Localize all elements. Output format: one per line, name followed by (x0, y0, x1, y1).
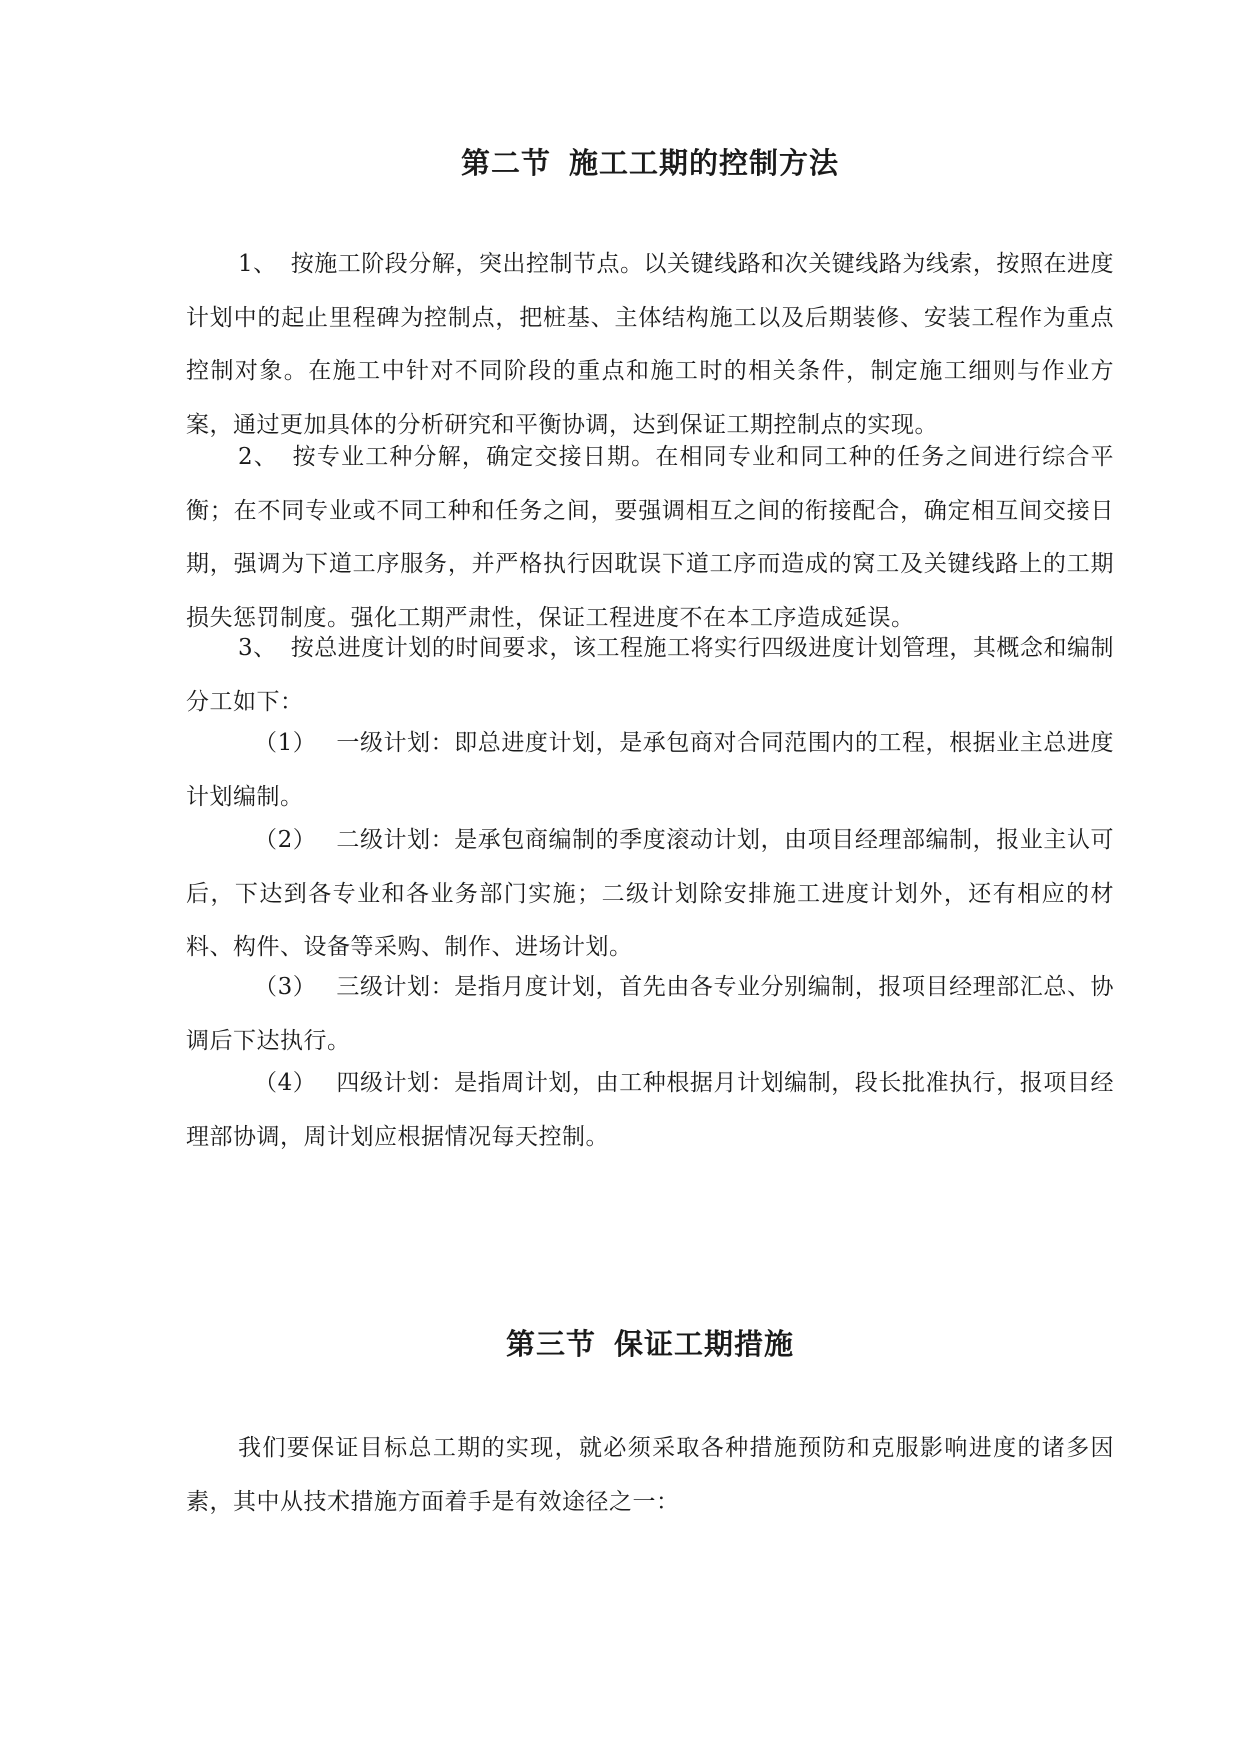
item-text: 按施工阶段分解，突出控制节点。以关键线路和次关键线路为线索，按照在进度计划中的起止里程碑为控制点，把桩基、主体结构施工以及后期装修、安装工程作为重点控制对象。在施工中针对不同阶段的重点和施工时的相关条件，制定施工细则与作业方案，通过更加具体的分析研究和平衡协调，达到保证工期控制点的实现。 (186, 251, 1115, 438)
sub-item-text: 四级计划：是指周计划，由工种根据月计划编制，段长批准执行，报项目经理部协调，周计划应根据情况每天控制。 (186, 1070, 1115, 1150)
section2-item-1 (186, 238, 1114, 452)
item-number: 2、 (238, 444, 278, 470)
section3-heading-text: 保证工期措施 (614, 1327, 795, 1361)
section2-heading (186, 143, 1114, 183)
sub-item-text: 一级计划：即总进度计划，是承包商对合同范围内的工程，根据业主总进度计划编制。 (186, 730, 1115, 810)
section2-item-2 (186, 431, 1114, 645)
sub-item-text: 二级计划：是承包商编制的季度滚动计划，由项目经理部编制，报业主认可后，下达到各专业和各业务部门实施；二级计划除安排施工进度计划外，还有相应的材料、构件、设备等采购、制作、进场计划。 (186, 827, 1115, 960)
sub-item-number: （3） (254, 974, 317, 1000)
sub-item-number: （4） (254, 1070, 317, 1096)
section2-heading-text: 施工工期的控制方法 (569, 146, 840, 180)
section3-intro: 我们要保证目标总工期的实现，就必须采取各种措施预防和克服影响进度的诸多因素，其中从技术措施方面着手是有效途径之一： (186, 1435, 1114, 1515)
section3-heading-prefix: 第三节 (505, 1327, 596, 1361)
section2-item-3 (186, 622, 1114, 729)
item-number: 3、 (238, 635, 277, 661)
item-text: 按专业工种分解，确定交接日期。在相同专业和同工种的任务之间进行综合平衡；在不同专业或不同工种和任务之间，要强调相互之间的衔接配合，确定相互间交接日期，强调为下道工序服务，并严格执行因耽误下道工序而造成的窝工及关键线路上的工期损失惩罚制度。强化工期严肃性，保证工程进度不在本工序造成延误。 (186, 444, 1115, 631)
plan-level-2 (186, 814, 1114, 975)
plan-level-3 (186, 961, 1114, 1068)
plan-level-4 (186, 1057, 1114, 1164)
plan-level-1 (186, 717, 1114, 824)
item-number: 1、 (238, 251, 277, 277)
item-text: 按总进度计划的时间要求，该工程施工将实行四级进度计划管理，其概念和编制分工如下： (186, 635, 1115, 715)
sub-item-text: 三级计划：是指月度计划，首先由各专业分别编制，报项目经理部汇总、协调后下达执行。 (186, 974, 1115, 1054)
section2-heading-prefix: 第二节 (460, 146, 551, 180)
section3-heading (186, 1324, 1114, 1364)
sub-item-number: （1） (254, 730, 317, 756)
sub-item-number: （2） (254, 827, 317, 853)
